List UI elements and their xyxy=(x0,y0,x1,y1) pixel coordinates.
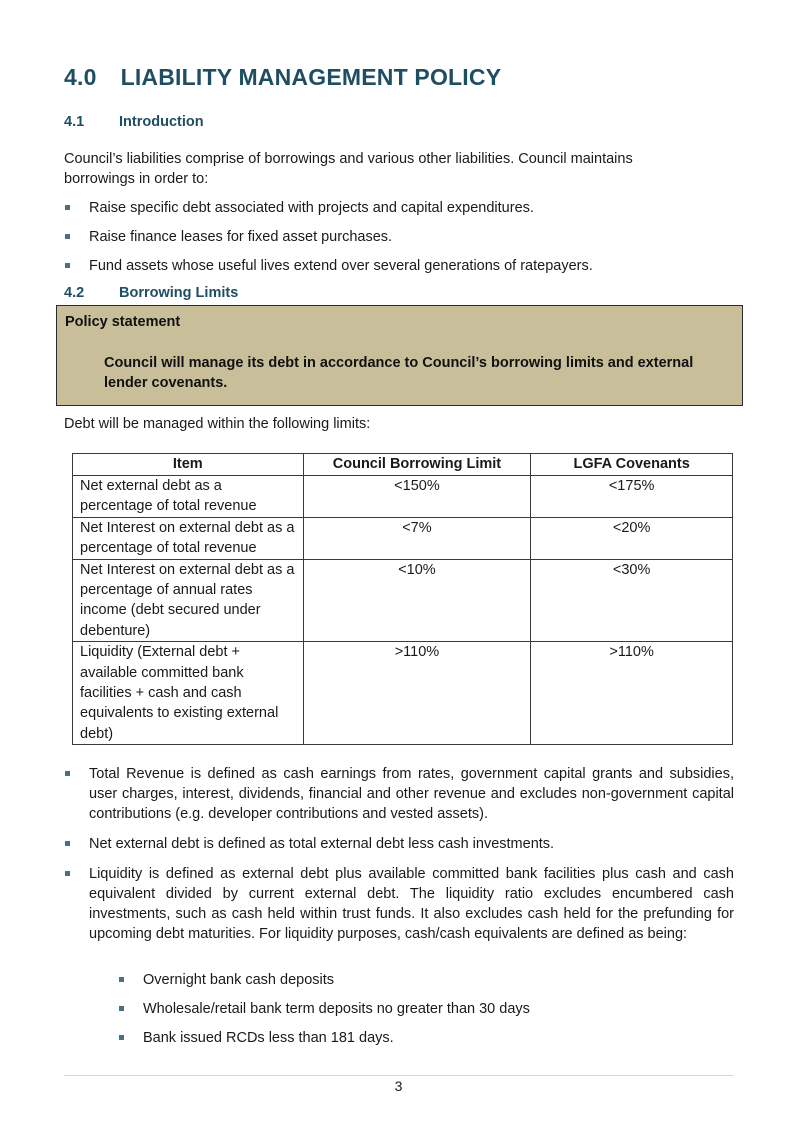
list-item xyxy=(64,834,734,854)
cash-equivalents-list xyxy=(118,970,718,1048)
list-item xyxy=(64,256,734,276)
borrowing-heading xyxy=(64,285,238,301)
list-item-text: Raise specific debt associated with projects and capital expenditures. xyxy=(89,200,534,216)
list-item xyxy=(64,198,734,218)
bullet-icon xyxy=(65,205,70,210)
definition-total-revenue: Total Revenue is defined as cash earnings from rates, government capital grants and subsidies, user charges, interest, dividends, financial and other revenue and excludes non-government capital contributions (e.g. developer contributions and vested assets). xyxy=(89,766,734,822)
list-item xyxy=(64,764,734,824)
table-cell-item: Net Interest on external debt as a percentage of total revenue xyxy=(73,517,304,559)
table-header-row xyxy=(73,454,733,476)
policy-statement-box xyxy=(56,305,743,406)
table-cell-council-limit: <10% xyxy=(303,559,531,642)
definition-liquidity: Liquidity is defined as external debt plus available committed bank facilities plus cash and cash equivalent divided by current external debt. The liquidity ratio excludes encumbered cash investments, such as cash held within trust funds. It also excludes cash held for the prefunding for upcoming debt maturities. For liquidity purposes, cash/cash equivalents are defined as being: xyxy=(89,866,734,942)
section-title: LIABILITY MANAGEMENT POLICY xyxy=(120,64,502,90)
list-item-text: Wholesale/retail bank term deposits no greater than 30 days xyxy=(143,1001,530,1017)
table-cell-item: Net Interest on external debt as a percentage of annual rates income (debt secured under debenture) xyxy=(73,559,304,642)
table-cell-council-limit: >110% xyxy=(303,642,531,745)
policy-statement-text: Council will manage its debt in accordance to Council’s borrowing limits and external lender covenants. xyxy=(104,355,694,391)
intro-paragraph: Council’s liabilities comprise of borrowings and various other liabilities. Council maintains borrowings in order to: xyxy=(64,151,633,187)
definition-net-external-debt: Net external debt is defined as total external debt less cash investments. xyxy=(89,836,555,852)
section-heading xyxy=(64,64,501,91)
table-row xyxy=(73,642,733,745)
intro-title: Introduction xyxy=(119,114,204,130)
table-cell-lgfa-covenant: >110% xyxy=(531,642,733,745)
table-row xyxy=(73,559,733,642)
table-cell-lgfa-covenant: <20% xyxy=(531,517,733,559)
table-cell-council-limit: <7% xyxy=(303,517,531,559)
section-number: 4.0 xyxy=(64,64,97,90)
borrowing-number: 4.2 xyxy=(64,285,85,301)
bullet-icon xyxy=(65,263,70,268)
table-cell-item: Liquidity (External debt + available committed bank facilities + cash and cash equivalents to existing external debt) xyxy=(73,642,304,745)
bullet-icon xyxy=(119,1006,124,1011)
list-item-text: Raise finance leases for fixed asset purchases. xyxy=(89,229,393,245)
list-item-text: Overnight bank cash deposits xyxy=(143,972,335,988)
table-cell-lgfa-covenant: <175% xyxy=(531,476,733,518)
column-header-lgfa-covenants: LGFA Covenants xyxy=(531,454,733,476)
table-row xyxy=(73,476,733,518)
list-item xyxy=(118,970,718,990)
table-cell-council-limit: <150% xyxy=(303,476,531,518)
list-item xyxy=(64,864,734,944)
table-cell-item: Net external debt as a percentage of total revenue xyxy=(73,476,304,518)
bullet-icon xyxy=(65,871,70,876)
bullet-icon xyxy=(119,977,124,982)
page-number: 3 xyxy=(394,1078,403,1094)
list-item xyxy=(64,227,734,247)
intro-bullet-list xyxy=(64,198,734,276)
bullet-icon xyxy=(65,841,70,846)
table-cell-lgfa-covenant: <30% xyxy=(531,559,733,642)
list-item-text: Fund assets whose useful lives extend over several generations of ratepayers. xyxy=(89,258,593,274)
borrowing-title: Borrowing Limits xyxy=(119,285,239,301)
bullet-icon xyxy=(65,771,70,776)
list-item-text: Bank issued RCDs less than 181 days. xyxy=(143,1030,394,1046)
footer-divider xyxy=(64,1075,734,1076)
list-item xyxy=(118,999,718,1019)
column-header-council-limit: Council Borrowing Limit xyxy=(303,454,531,476)
limits-intro: Debt will be managed within the following limits: xyxy=(64,416,371,432)
column-header-item: Item xyxy=(73,454,304,476)
bullet-icon xyxy=(119,1035,124,1040)
list-item xyxy=(118,1028,718,1048)
intro-number: 4.1 xyxy=(64,114,85,130)
table-row xyxy=(73,517,733,559)
bullet-icon xyxy=(65,234,70,239)
definitions-list xyxy=(64,764,734,944)
intro-heading xyxy=(64,114,204,130)
borrowing-limits-table xyxy=(72,453,733,745)
policy-statement-title: Policy statement xyxy=(65,314,181,330)
